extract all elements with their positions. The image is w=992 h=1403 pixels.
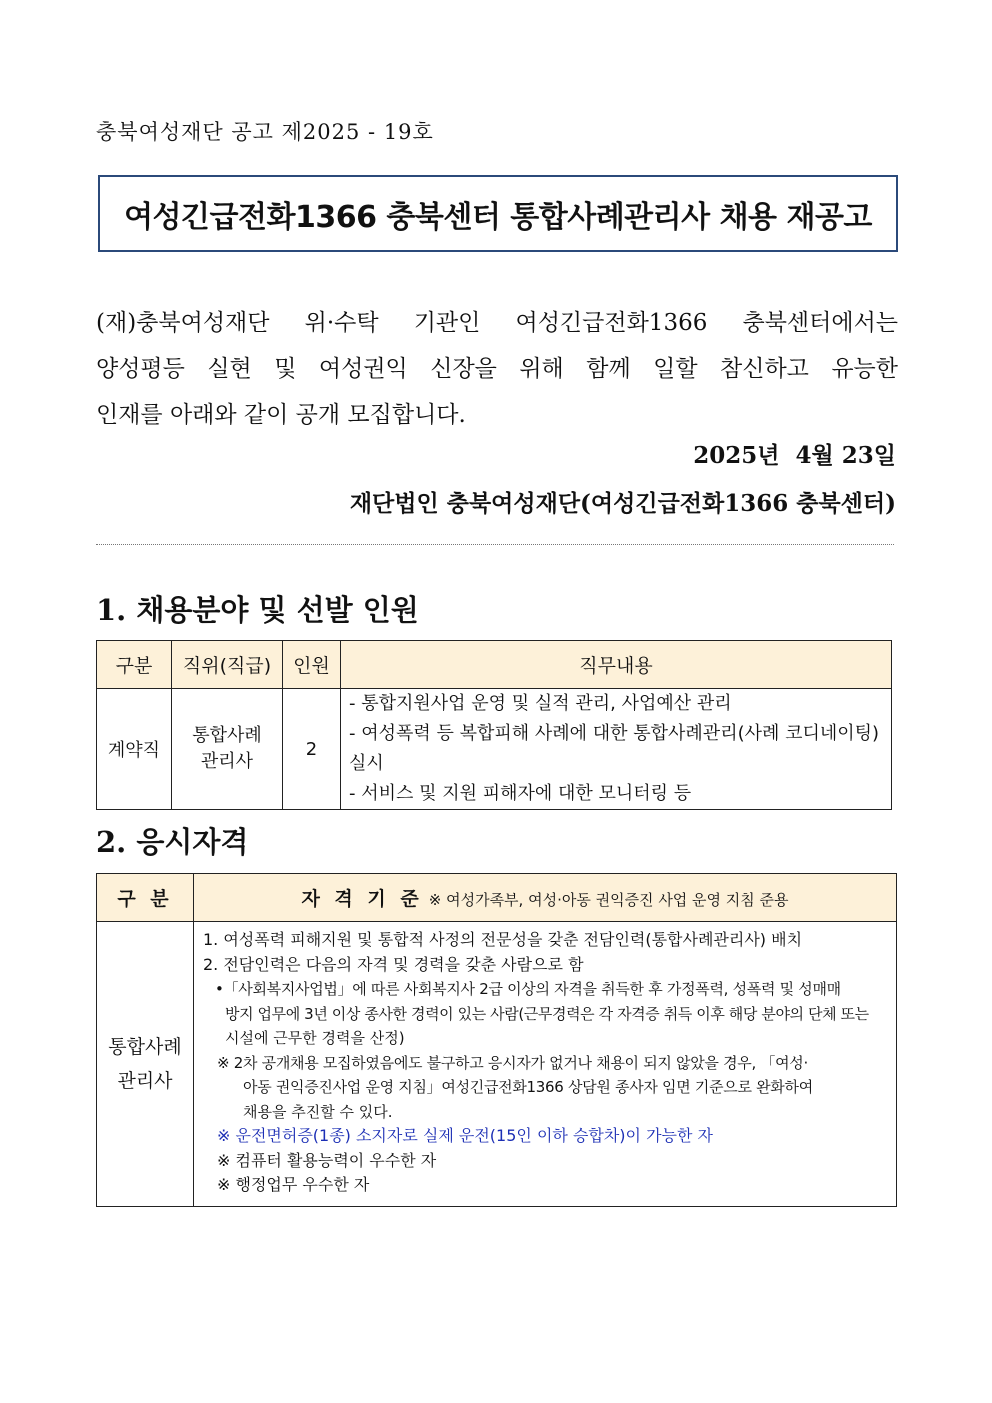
cell-category — [97, 922, 194, 1207]
section-heading-qualifications: 2. 응시자격 — [96, 825, 249, 859]
position-line: 통합사례 — [192, 725, 262, 746]
category-line: 통합사례 — [108, 1035, 182, 1058]
recruitment-table — [96, 640, 892, 810]
header-position: 직위(직급) — [172, 641, 283, 689]
header-criteria — [194, 874, 897, 922]
section-heading-recruitment: 1. 채용분야 및 선발 인원 — [96, 593, 419, 627]
criteria-bullet: •「사회복지사업법」에 따른 사회복지사 2급 이상의 자격을 취득한 후 가정폭력, 성폭력 및 성매매 — [215, 980, 841, 998]
header-category-text: 구 분 — [117, 888, 173, 910]
criteria-bullet-cont: 방지 업무에 3년 이상 종사한 경력이 있는 사람(근무경력은 각 자격증 취득 이후 해당 분야의 단체 또는 — [225, 1004, 869, 1023]
divider — [96, 544, 894, 545]
notice-number: 충북여성재단 공고 제2025 - 19호 — [96, 120, 434, 144]
criteria-note: ※ 행정업무 우수한 자 — [217, 1175, 370, 1194]
cell-duties — [341, 689, 892, 810]
cell-position — [172, 689, 283, 810]
issuing-organization: 재단법인 충북여성재단(여성긴급전화1366 충북센터) — [349, 490, 896, 517]
criteria-note: ※ 컴퓨터 활용능력이 우수한 자 — [217, 1150, 437, 1170]
cell-type: 계약직 — [97, 689, 172, 810]
table-header-row — [97, 874, 897, 922]
table-row — [97, 922, 897, 1207]
header-duties: 직무내용 — [341, 641, 892, 689]
notice-date: 2025년 4월 23일 — [693, 442, 896, 469]
category-line: 관리사 — [117, 1069, 173, 1092]
criteria-note-highlight: ※ 운전면허증(1종) 소지자로 실제 운전(15인 이하 승합차)이 가능한 자 — [217, 1126, 714, 1145]
criteria-note-cont: 아동 권익증진사업 운영 지침」여성긴급전화1366 상담원 종사자 임면 기준으로 완화하여 — [243, 1078, 813, 1096]
page-title — [98, 175, 898, 252]
cell-count: 2 — [283, 689, 341, 810]
duty-item: - 여성폭력 등 복합피해 사례에 대한 통합사례관리(사례 코디네이팅) 실시 — [349, 723, 880, 774]
criteria-item: 2. 전담인력은 다음의 자격 및 경력을 갖춘 사람으로 함 — [203, 954, 584, 974]
table-row — [97, 689, 892, 810]
intro-line: (재)충북여성재단 위·수탁 기관인 여성긴급전화1366 충북센터에서는 — [96, 310, 898, 336]
duty-item: - 통합지원사업 운영 및 실적 관리, 사업예산 관리 — [349, 693, 732, 714]
intro-line: 인재를 아래와 같이 공개 모집합니다. — [96, 402, 466, 428]
qualifications-table — [96, 873, 897, 1207]
criteria-bullet-cont: 시설에 근무한 경력을 산정) — [225, 1029, 405, 1047]
table-header-row — [97, 641, 892, 689]
header-criteria-text: 자 격 기 준 — [301, 888, 423, 910]
header-category — [97, 874, 194, 922]
header-headcount: 인원 — [283, 641, 341, 689]
cell-criteria — [194, 922, 897, 1207]
criteria-note: ※ 2차 공개채용 모집하였음에도 불구하고 응시자가 없거나 채용이 되지 않았을 경우, 「여성· — [217, 1053, 808, 1072]
header-criteria-note: ※ 여성가족부, 여성·아동 권익증진 사업 운영 지침 준용 — [428, 891, 789, 909]
criteria-note-cont: 채용을 추진할 수 있다. — [243, 1102, 393, 1121]
intro-paragraph — [96, 300, 898, 438]
page-title-text: 여성긴급전화1366 충북센터 통합사례관리사 채용 재공고 — [124, 199, 872, 235]
header-category: 구분 — [97, 641, 172, 689]
position-line: 관리사 — [200, 751, 254, 772]
duty-item: - 서비스 및 지원 피해자에 대한 모니터링 등 — [349, 783, 692, 804]
criteria-item: 1. 여성폭력 피해지원 및 통합적 사정의 전문성을 갖춘 전담인력(통합사례관리사) 배치 — [203, 930, 803, 949]
intro-line: 양성평등 실현 및 여성권익 신장을 위해 함께 일할 참신하고 유능한 — [96, 356, 898, 382]
